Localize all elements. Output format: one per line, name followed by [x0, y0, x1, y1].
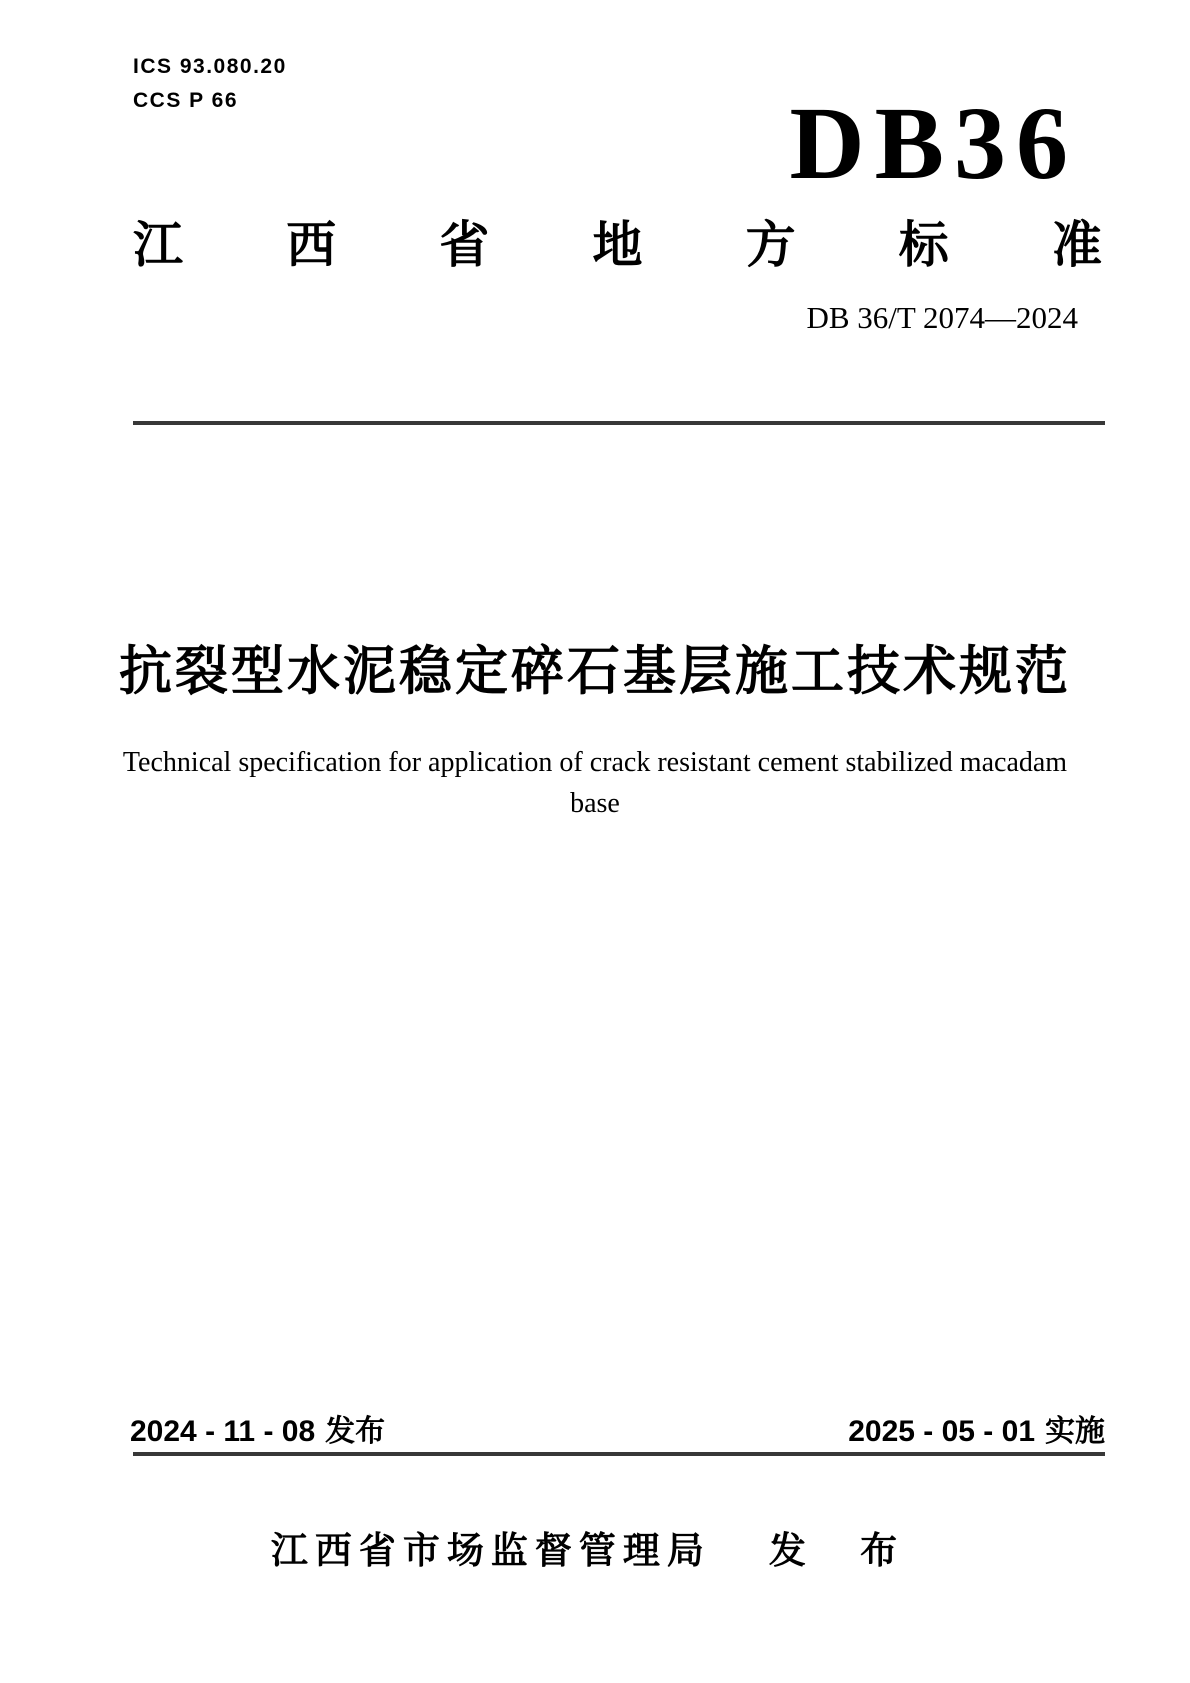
- category-char: 省: [439, 217, 490, 273]
- category-char: 标: [898, 217, 949, 273]
- title-english-line1: Technical specification for application of crack resistant cement stabilized macadam: [122, 747, 1068, 778]
- category-char: 方: [745, 217, 796, 273]
- publisher-action: 发 布: [768, 1530, 920, 1571]
- classification-codes: [133, 50, 287, 118]
- category-char: 准: [1051, 217, 1102, 273]
- implementation-date: 2025 - 05 - 01: [848, 1415, 1035, 1448]
- top-divider-line: [133, 421, 1105, 425]
- title-english-line2: base: [570, 788, 620, 819]
- implementation-date-group: [848, 1414, 1105, 1450]
- category-char: 江: [133, 217, 183, 273]
- ccs-code: CCS P 66: [133, 89, 238, 112]
- db36-logo: DB36: [789, 86, 1078, 201]
- title-english: [60, 742, 1130, 824]
- issue-label: 发布: [325, 1415, 386, 1448]
- category-char: 地: [592, 217, 643, 273]
- issue-date-group: [130, 1414, 385, 1450]
- dates-row: [130, 1414, 1105, 1450]
- category-char: 西: [286, 217, 337, 273]
- publisher-name: 江西省市场监督管理局: [270, 1530, 711, 1571]
- implementation-label: 实施: [1045, 1415, 1105, 1448]
- standard-category-title: [133, 218, 1102, 273]
- issue-date: 2024 - 11 - 08: [130, 1415, 316, 1448]
- ics-code: ICS 93.080.20: [133, 55, 287, 78]
- standard-number: DB 36/T 2074—2024: [806, 300, 1078, 335]
- bottom-divider-line: [133, 1452, 1105, 1456]
- publisher-row: [0, 1520, 1190, 1574]
- title-chinese: 抗裂型水泥稳定碎石基层施工技术规范: [119, 642, 1071, 701]
